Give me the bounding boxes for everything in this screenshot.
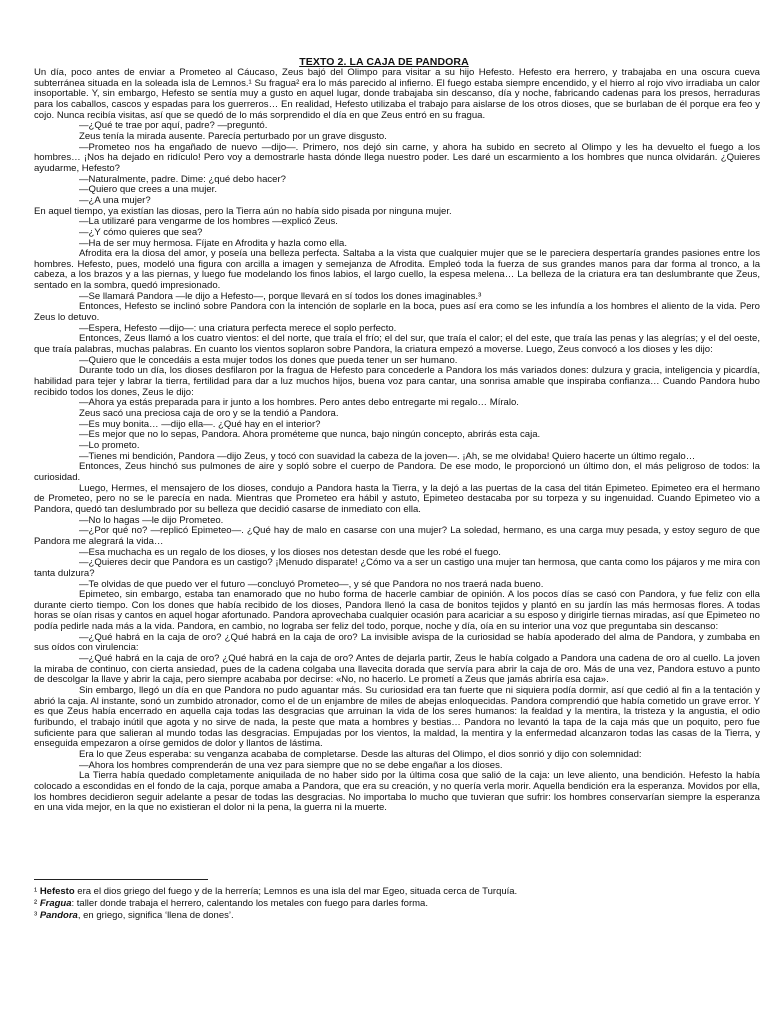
paragraph: En aquel tiempo, ya existían las diosas, pero la Tierra aún no había sido pisada por ninguna mujer. — [34, 205, 452, 217]
paragraph: Durante todo un día, los dioses desfilaron por la fragua de Hefesto para concederle a Pandora los más variados dones: dulzura y gracia, inteligencia y picardía, habilidad para tejer y labrar la tierra, fertilidad para dar a luz muchos hijos, buena voz para cantar, una sonrisa amable que inspiraba confianza… Cuando Pandora hubo recibido todos los dones, Zeus le dijo: — [34, 365, 760, 398]
paragraph: —La utilizaré para vengarme de los hombres —explicó Zeus. — [79, 216, 338, 228]
footnote-term: Pandora — [39, 909, 78, 921]
paragraph: —Es mejor que no lo sepas, Pandora. Ahora prométeme que nunca, bajo ningún concepto, abrirás esta caja. — [79, 429, 541, 441]
footnote — [34, 910, 760, 922]
paragraph: —Lo prometo. — [79, 439, 140, 451]
paragraph: —¿Qué habrá en la caja de oro? ¿Qué habrá en la caja de oro? Antes de dejarla partir, Zeus le había colgado a Pandora una cadena de oro al cuello. La joven la miraba de continuo, con cierta ansiedad, pues de la cadena colgaba una llavecita dorada que servía para abrir la caja de oro. Más de una vez, Pandora estuvo a punto de descolgar la llave y abrir la caja, pero siempre acababa por decirse: «No, no hacerlo. Le prometí a Zeus que jamás abriría esa caja». — [34, 653, 760, 686]
paragraph: —No lo hagas —le dijo Prometeo. — [79, 514, 224, 526]
paragraph: —¿Quieres decir que Pandora es un castigo? ¡Menudo disparate! ¿Cómo va a ser un castigo una mujer tan hermosa, que canta como los pájaros y me mira con tanta dulzura? — [34, 557, 760, 579]
paragraph: —Se llamará Pandora —le dijo a Hefesto—, porque llevará en sí todos los dones imaginables.³ — [79, 290, 482, 302]
paragraph: —Espera, Hefesto —dijo—: una criatura perfecta merece el soplo perfecto. — [79, 322, 397, 334]
paragraph: La Tierra había quedado completamente aniquilada de no haber sido por la última cosa que salió de la caja: un leve aliento, una bendición. Hefesto la había colocado a escondidas en el fondo de la caja, porque amaba a Pandora, que era su creación, y no quería verla morir. Aquella bendición era la esperanza. Movidos por ella, los hombres decidieron seguir adelante a pesar de todas las desgracias. No importaba lo mucho que tuvieran que sufrir: los hombres conservarían siempre la esperanza en una vida mejor, en la que no existieran el dolor ni la pena, la guerra ni la muerte. — [34, 770, 760, 814]
paragraph: Zeus tenía la mirada ausente. Parecía perturbado por un grave disgusto. — [79, 130, 387, 142]
document-title: TEXTO 2. LA CAJA DE PANDORA — [299, 56, 469, 68]
paragraph: —Ahora los hombres comprenderán de una vez para siempre que no se debe engañar a los dioses. — [79, 759, 503, 771]
paragraph: Afrodita era la diosa del amor, y poseía una belleza perfecta. Saltaba a la vista que cualquier mujer que se le pareciera despertaría grandes pasiones entre los hombres. Hefesto, pues, modeló una figura con arcilla a imagen y semejanza de Afrodita. Empleó toda la fuerza de sus grandes manos para dar forma al tronco, a la cabeza, a los brazos y a las piernas, y luego fue modelando los finos labios, el largo cuello, la espesa melena… La belleza de la criatura era tan deslumbrante que Zeus, sentado en la sombra, quedó impresionado. — [34, 248, 760, 292]
paragraph: Era lo que Zeus esperaba: su venganza acababa de completarse. Desde las alturas del Olimpo, el dios sonrió y dijo con solemnidad: — [79, 749, 642, 760]
paragraph: —Es muy bonita… —dijo ella—. ¿Qué hay en el interior? — [79, 418, 321, 430]
paragraph: —Prometeo nos ha engañado de nuevo —dijo—. Primero, nos dejó sin carne, y ahora ha subido en secreto al Olimpo y les ha devuelto el fuego a los hombres… ¡Nos ha dejado en ridículo! Pero voy a demostrarle hasta dónde llega nuestro poder. Les daré un escarmiento a los hombres que nunca olvidarán. ¿Quieres ayudarme, Hefesto? — [34, 141, 760, 174]
paragraph: —¿Y cómo quieres que sea? — [79, 226, 203, 238]
paragraph: —¿Qué te trae por aquí, padre? —preguntó. — [79, 120, 268, 132]
footnotes — [34, 886, 760, 921]
footnote — [34, 886, 760, 898]
paragraph: Entonces, Hefesto se inclinó sobre Pandora con la intención de soplarle en la boca, pues así era como se les infundía a los hombres el aliento de la vida. Pero Zeus lo detuvo. — [34, 301, 760, 324]
footnote-divider — [34, 879, 208, 880]
paragraph: —Tienes mi bendición, Pandora —dijo Zeus, y tocó con suavidad la cabeza de la joven—. ¡Ah, se me olvidaba! Quiero hacerte un último regalo… — [79, 450, 696, 462]
paragraph: —Naturalmente, padre. Dime: ¿qué debo hacer? — [79, 173, 286, 185]
footnote-mark: ¹ — [34, 886, 40, 897]
paragraph: —Te olvidas de que puedo ver el futuro —concluyó Prometeo—, y sé que Pandora no nos traerá nada bueno. — [79, 578, 544, 590]
paragraph: Zeus sacó una preciosa caja de oro y se la tendió a Pandora. — [79, 408, 339, 419]
footnote — [34, 898, 760, 910]
paragraph: Un día, poco antes de enviar a Prometeo al Cáucaso, Zeus bajó del Olimpo para visitar a su hijo Hefesto. Hefesto era herrero, y trabajaba en una oscura cueva subterránea situada en la soleada isla de Lemnos.¹ Su fragua² era lo más parecido al infierno. El fuego estaba siempre encendido, y el hierro al rojo vivo irradiaba un calor insoportable. Y, sin embargo, Hefesto se sentía muy a gusto en aquel lugar, donde trabajaba sin descanso, día y noche, fabricando cadenas para los presos, herraduras para los caballos, cascos y espadas para los guerreros… En realidad, Hefesto utilizaba el trabajo para aislarse de los otros dioses, que se burlaban de él porque era feo y cojo. Nunca recibía visitas, así que se quedó de lo más sorprendido el día en que Zeus entró en su fragua. — [34, 67, 760, 121]
footnote-text: era el dios griego del fuego y de la herrería; Lemnos es una isla del mar Egeo, situada cerca de Turquía. — [74, 886, 518, 897]
paragraph: —¿Por qué no? —replicó Epimeteo—. ¿Qué hay de malo en casarse con una mujer? La soledad, hermano, es una carga muy pesada, y estoy seguro de que Pandora me alegrará la vida… — [34, 525, 760, 547]
paragraph: —Esa muchacha es un regalo de los dioses, y los dioses nos detestan desde que les robé el fuego. — [79, 546, 501, 558]
document-body — [34, 68, 760, 814]
footnote-text: , en griego, significa ‘llena de dones’. — [77, 909, 234, 921]
paragraph: —Ahora ya estás preparada para ir junto a los hombres. Pero antes debo entregarte mi regalo… Míralo. — [79, 397, 519, 409]
paragraph: —¿Qué habrá en la caja de oro? ¿Qué habrá en la caja de oro? La invisible avispa de la curiosidad se había apoderado del alma de Pandora, y zumbaba en sus oídos con virulencia: — [34, 631, 760, 654]
paragraph: Epimeteo, sin embargo, estaba tan enamorado que no hubo forma de hacerle cambiar de opinión. A los pocos días se casó con Pandora, y fue feliz con ella durante cierto tiempo. Con los dones que había recibido de los dioses, Pandora llenó la casa de bonitos tejidos y plantó en su jardín las más hermosas flores. A todas horas se oían risas y cantos en aquel hogar afortunado. Pandora aprovechaba cualquier ocasión para acariciar a su esposo y dirigirle tiernas miradas, así que Epimeteo no podía pedirle nada más a la vida. Pandora, en cambio, no lograba ser feliz del todo, porque, noche y día, oía en su interior una voz que preguntaba sin descanso: — [34, 589, 760, 633]
paragraph: Sin embargo, llegó un día en que Pandora no pudo aguantar más. Su curiosidad era tan fuerte que ni siquiera podía dormir, así que cedió al fin a la tentación y abrió la caja. Al instante, sonó un zumbido atronador, como el de un enjambre de miles de abejas enloquecidas. Pandora comprendió que había cometido un grave error. Y es que Zeus había encerrado en aquella caja todas las desgracias que arruinan la vida de los seres humanos: la fealdad y la mentira, la tristeza y la angustia, el odio furibundo, el trabajo inútil que agota y no sirve de nada, la peste que mata a hombres y bestias… Pandora no levantó la tapa de la caja más que un poquito, pero fue suficiente para que salieran al mundo todas las desgracias. Empujadas por los vientos, la maldad, la mentira y la enfermedad alcanzaron todas las casas de la Tierra, y enseguida empezaron a oírse gemidos de dolor y llantos de lástima. — [34, 685, 760, 750]
paragraph: —Quiero que le concedáis a esta mujer todos los dones que pueda tener un ser humano. — [79, 354, 458, 366]
paragraph: —Ha de ser muy hermosa. Fíjate en Afrodita y hazla como ella. — [79, 237, 347, 249]
paragraph: —¿A una mujer? — [79, 194, 151, 206]
paragraph: —Quiero que crees a una mujer. — [79, 184, 217, 196]
footnote-text: : taller donde trabaja el herrero, calentando los metales con fuego para darles forma. — [71, 897, 428, 909]
footnote-term: Fragua — [39, 897, 72, 909]
paragraph: Entonces, Zeus hinchó sus pulmones de aire y sopló sobre el cuerpo de Pandora. De ese modo, le proporcionó un último don, el más peligroso de todos: la curiosidad. — [34, 461, 760, 483]
footnote-mark: ³ — [34, 909, 40, 921]
paragraph: Entonces, Zeus llamó a los cuatro vientos: el del norte, que traía el frío; el del sur, que traía el calor; el del este, que traía las penas y las alegrías; y el del oeste, que traía palabras, muchas palabras. En cuanto los vientos soplaron sobre Pandora, la criatura empezó a moverse. Luego, Zeus convocó a los dioses y les dijo: — [34, 333, 760, 356]
footnote-mark: ² — [34, 897, 40, 909]
footnote-term: Hefesto — [39, 886, 75, 897]
paragraph: Luego, Hermes, el mensajero de los dioses, condujo a Pandora hasta la Tierra, y la dejó a las puertas de la casa del titán Epimeteo. Epimeteo era el hermano de Prometeo, pero no se le parecía en nada. Mientras que Prometeo era hábil y astuto, Epimeteo destacaba por su torpeza y su ingenuidad. Cuando Epimeteo vio a Pandora, quedó tan deslumbrado por su belleza que decidió casarse de inmediato con ella. — [34, 482, 760, 515]
